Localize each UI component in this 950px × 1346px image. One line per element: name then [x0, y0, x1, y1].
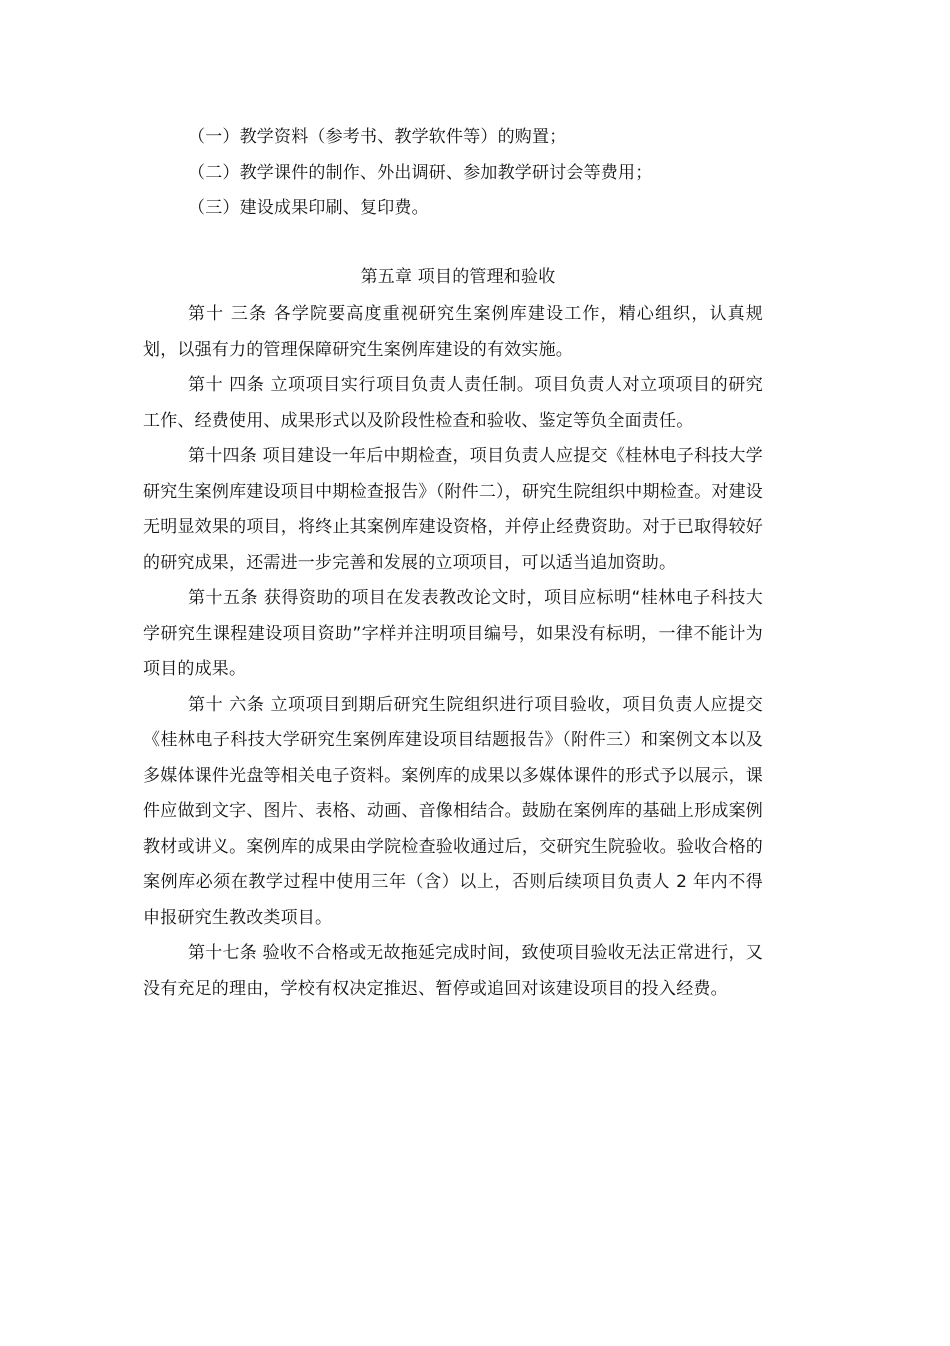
document-body — [143, 120, 763, 1007]
list-item-3: （三）建设成果印刷、复印费。 — [188, 198, 429, 218]
article-16: 第十 六条 立项项目到期后研究生院组织进行项目验收，项目负责人应提交《桂林电子科技大学研究生案例库建设项目结题报告》（附件三）和案例文本以及多媒体课件光盘等相关电子资料。案例库的成果以多媒体课件的形式予以展示，课件应做到文字、图片、表格、动画、音像相结合。鼓励在案例库的基础上形成案例教材或讲义。案例库的成果由学院检查验收通过后，交研究生院验收。验收合格的案例库必须在教学过程中使用三年（含）以上，否则后续项目负责人 2 年内不得申报研究生教改类项目。 — [143, 694, 763, 928]
article-17: 第十七条 验收不合格或无故拖延完成时间，致使项目验收无法正常进行，又没有充足的理由，学校有权决定推迟、暂停或追回对该建设项目的投入经费。 — [143, 943, 763, 999]
article-14b: 第十四条 项目建设一年后中期检查，项目负责人应提交《桂林电子科技大学研究生案例库建设项目中期检查报告》（附件二），研究生院组织中期检查。对建设无明显效果的项目，将终止其案例库建设资格，并停止经费资助。对于已取得较好的研究成果，还需进一步完善和发展的立项项目，可以适当追加资助。 — [143, 446, 763, 573]
article-14a: 第十 四条 立项项目实行项目负责人责任制。项目负责人对立项项目的研究工作、经费使用、成果形式以及阶段性检查和验收、鉴定等负全面责任。 — [143, 375, 763, 431]
list-item-1: （一）教学资料（参考书、教学软件等）的购置； — [188, 127, 567, 147]
chapter-title: 第五章 项目的管理和验收 — [360, 266, 556, 287]
article-13: 第十 三条 各学院要高度重视研究生案例库建设工作，精心组织，认真规划，以强有力的管理保障研究生案例库建设的有效实施。 — [143, 304, 763, 360]
list-item-2: （二）教学课件的制作、外出调研、参加教学研讨会等费用； — [188, 162, 653, 183]
article-15: 第十五条 获得资助的项目在发表教改论文时，项目应标明“桂林电子科技大学研究生课程建设项目资助”字样并注明项目编号，如果没有标明，一律不能计为项目的成果。 — [143, 588, 763, 679]
